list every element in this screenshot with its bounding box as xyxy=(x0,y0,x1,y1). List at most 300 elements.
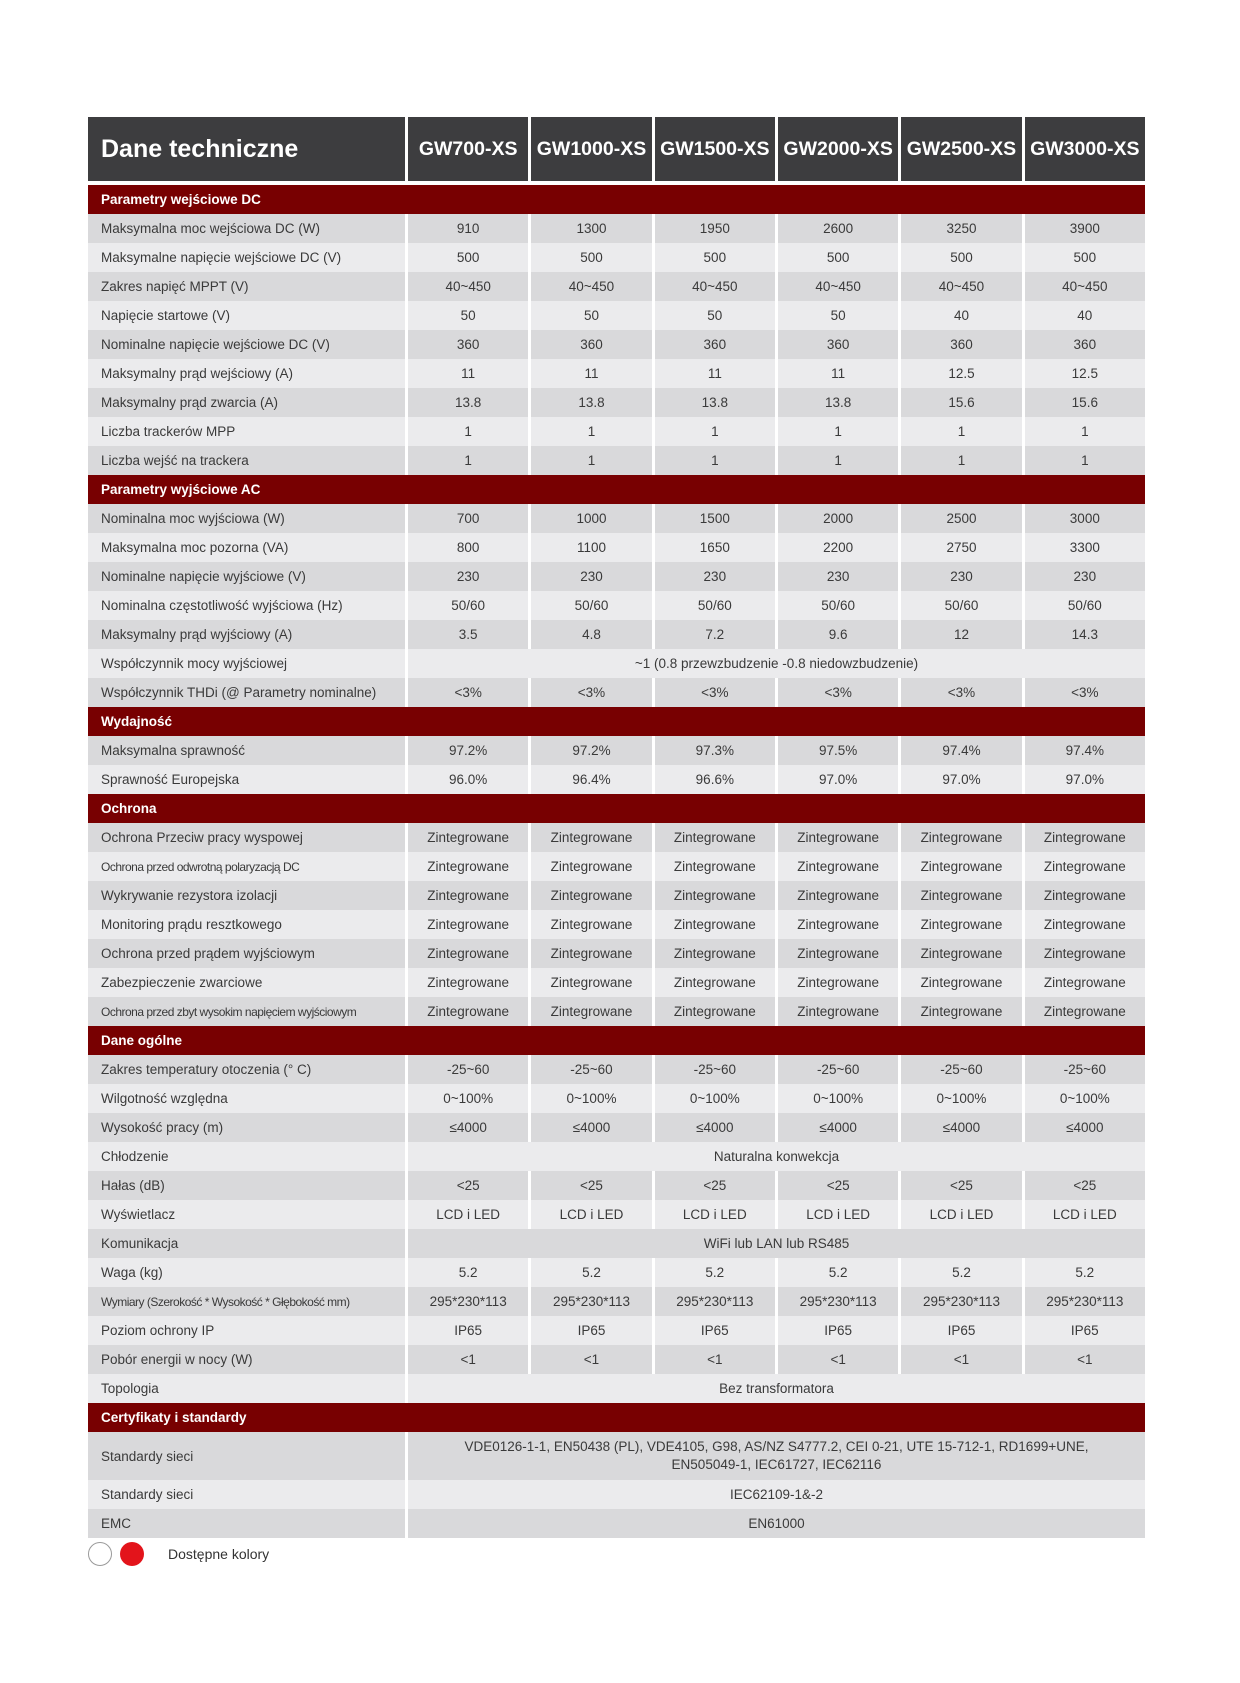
model-header: GW3000-XS xyxy=(1022,117,1145,181)
row-value: ≤4000 xyxy=(898,1113,1021,1142)
table-row xyxy=(88,736,1145,765)
row-value: 500 xyxy=(1022,243,1145,272)
row-value: 1 xyxy=(898,446,1021,475)
row-label: Maksymalna moc wejściowa DC (W) xyxy=(88,214,405,243)
row-value: Zintegrowane xyxy=(405,997,528,1026)
row-value: 11 xyxy=(528,359,651,388)
row-label: Topologia xyxy=(88,1374,405,1403)
row-value: Zintegrowane xyxy=(405,910,528,939)
row-value: Zintegrowane xyxy=(898,852,1021,881)
row-label: Pobór energii w nocy (W) xyxy=(88,1345,405,1374)
row-value: 5.2 xyxy=(405,1258,528,1287)
table-row xyxy=(88,214,1145,243)
row-value-merged: ~1 (0.8 przewzbudzenie -0.8 niedowzbudzenie) xyxy=(405,649,1145,678)
row-value: 50 xyxy=(652,301,775,330)
row-value: -25~60 xyxy=(528,1055,651,1084)
row-value: 1 xyxy=(775,446,898,475)
row-value: 230 xyxy=(652,562,775,591)
row-value: 40~450 xyxy=(405,272,528,301)
row-value: 0~100% xyxy=(1022,1084,1145,1113)
row-value: IP65 xyxy=(1022,1316,1145,1345)
row-value: 15.6 xyxy=(898,388,1021,417)
row-value: <1 xyxy=(1022,1345,1145,1374)
row-value: Zintegrowane xyxy=(528,910,651,939)
row-value: 50/60 xyxy=(898,591,1021,620)
table-row xyxy=(88,562,1145,591)
row-value: Zintegrowane xyxy=(528,881,651,910)
row-value: Zintegrowane xyxy=(898,823,1021,852)
row-value: 500 xyxy=(898,243,1021,272)
row-value: Zintegrowane xyxy=(528,997,651,1026)
row-value: 50/60 xyxy=(405,591,528,620)
row-value: LCD i LED xyxy=(652,1200,775,1229)
row-value: 1 xyxy=(1022,446,1145,475)
row-value: <25 xyxy=(1022,1171,1145,1200)
row-value: Zintegrowane xyxy=(405,823,528,852)
table-row xyxy=(88,1316,1145,1345)
row-value: 96.6% xyxy=(652,765,775,794)
header-row xyxy=(88,117,1145,181)
row-value: 13.8 xyxy=(528,388,651,417)
row-value: 230 xyxy=(528,562,651,591)
row-value: 360 xyxy=(652,330,775,359)
row-label: Nominalna moc wyjściowa (W) xyxy=(88,504,405,533)
model-header: GW700-XS xyxy=(405,117,528,181)
row-value: 295*230*113 xyxy=(1022,1287,1145,1316)
row-value: 50/60 xyxy=(1022,591,1145,620)
available-colors-label: Dostępne kolory xyxy=(168,1546,270,1562)
table-row xyxy=(88,301,1145,330)
row-value: 4.8 xyxy=(528,620,651,649)
table-row xyxy=(88,823,1145,852)
row-value: IP65 xyxy=(405,1316,528,1345)
row-value: 0~100% xyxy=(898,1084,1021,1113)
row-label: Zakres napięć MPPT (V) xyxy=(88,272,405,301)
row-label: Chłodzenie xyxy=(88,1142,405,1171)
table-row xyxy=(88,678,1145,707)
row-value: 3.5 xyxy=(405,620,528,649)
row-value: Zintegrowane xyxy=(1022,968,1145,997)
row-value: 3900 xyxy=(1022,214,1145,243)
row-value: 295*230*113 xyxy=(775,1287,898,1316)
row-value: 12.5 xyxy=(1022,359,1145,388)
row-label: Wysokość pracy (m) xyxy=(88,1113,405,1142)
table-row xyxy=(88,1509,1145,1538)
row-label: Waga (kg) xyxy=(88,1258,405,1287)
row-value: 1 xyxy=(405,417,528,446)
row-value: 97.2% xyxy=(405,736,528,765)
row-value: Zintegrowane xyxy=(528,968,651,997)
row-value: 96.4% xyxy=(528,765,651,794)
row-value: ≤4000 xyxy=(528,1113,651,1142)
row-value: <1 xyxy=(898,1345,1021,1374)
row-value: 97.5% xyxy=(775,736,898,765)
row-value: 1 xyxy=(1022,417,1145,446)
row-value: Zintegrowane xyxy=(898,910,1021,939)
row-value: 13.8 xyxy=(775,388,898,417)
row-value: <1 xyxy=(775,1345,898,1374)
row-value-merged: EN61000 xyxy=(405,1509,1145,1538)
row-value: <25 xyxy=(898,1171,1021,1200)
row-value: 5.2 xyxy=(898,1258,1021,1287)
row-value: <1 xyxy=(652,1345,775,1374)
row-label: Współczynnik THDi (@ Parametry nominalne) xyxy=(88,678,405,707)
row-value: 50 xyxy=(775,301,898,330)
row-label: Nominalna częstotliwość wyjściowa (Hz) xyxy=(88,591,405,620)
row-value: IP65 xyxy=(775,1316,898,1345)
row-label: Maksymalne napięcie wejściowe DC (V) xyxy=(88,243,405,272)
row-value: 1 xyxy=(775,417,898,446)
table-row xyxy=(88,1171,1145,1200)
row-value: 40~450 xyxy=(775,272,898,301)
row-value: Zintegrowane xyxy=(405,852,528,881)
table-row xyxy=(88,852,1145,881)
row-value: LCD i LED xyxy=(528,1200,651,1229)
row-value: 295*230*113 xyxy=(898,1287,1021,1316)
row-value: IP65 xyxy=(898,1316,1021,1345)
row-value: -25~60 xyxy=(405,1055,528,1084)
row-value: 14.3 xyxy=(1022,620,1145,649)
row-value: 0~100% xyxy=(775,1084,898,1113)
row-value: 230 xyxy=(405,562,528,591)
table-row xyxy=(88,1229,1145,1258)
row-label: Maksymalny prąd wejściowy (A) xyxy=(88,359,405,388)
row-value: Zintegrowane xyxy=(405,939,528,968)
row-value: 13.8 xyxy=(652,388,775,417)
row-value: 5.2 xyxy=(1022,1258,1145,1287)
table-row xyxy=(88,1055,1145,1084)
row-value: 500 xyxy=(528,243,651,272)
row-value: 0~100% xyxy=(528,1084,651,1113)
table-row xyxy=(88,1113,1145,1142)
row-value: 5.2 xyxy=(775,1258,898,1287)
row-value: 50 xyxy=(528,301,651,330)
row-value: Zintegrowane xyxy=(898,939,1021,968)
table-row xyxy=(88,1432,1145,1480)
table-row xyxy=(88,504,1145,533)
row-value: Zintegrowane xyxy=(528,823,651,852)
section-header xyxy=(88,1403,1145,1432)
row-label: Maksymalna moc pozorna (VA) xyxy=(88,533,405,562)
row-value: Zintegrowane xyxy=(652,823,775,852)
table-row xyxy=(88,649,1145,678)
row-value: Zintegrowane xyxy=(775,997,898,1026)
section-header xyxy=(88,707,1145,736)
row-value: Zintegrowane xyxy=(652,997,775,1026)
row-value: Zintegrowane xyxy=(652,968,775,997)
row-value: 1 xyxy=(528,446,651,475)
row-value: Zintegrowane xyxy=(775,881,898,910)
row-value: 9.6 xyxy=(775,620,898,649)
section-title: Parametry wyjściowe AC xyxy=(88,475,1145,504)
row-value: 11 xyxy=(652,359,775,388)
row-value: 0~100% xyxy=(405,1084,528,1113)
row-label: Zabezpieczenie zwarciowe xyxy=(88,968,405,997)
row-value: 12.5 xyxy=(898,359,1021,388)
row-value: <25 xyxy=(528,1171,651,1200)
table-row xyxy=(88,765,1145,794)
row-label: EMC xyxy=(88,1509,405,1538)
red-color-swatch xyxy=(120,1542,144,1566)
row-label: Ochrona przed prądem wyjściowym xyxy=(88,939,405,968)
table-row xyxy=(88,1287,1145,1316)
row-label: Ochrona Przeciw pracy wyspowej xyxy=(88,823,405,852)
row-label: Maksymalny prąd wyjściowy (A) xyxy=(88,620,405,649)
row-value: 2200 xyxy=(775,533,898,562)
model-header: GW2500-XS xyxy=(898,117,1021,181)
row-value: ≤4000 xyxy=(405,1113,528,1142)
row-value: Zintegrowane xyxy=(1022,881,1145,910)
row-value: 1100 xyxy=(528,533,651,562)
row-value: Zintegrowane xyxy=(1022,910,1145,939)
table-row xyxy=(88,388,1145,417)
row-value: 40~450 xyxy=(528,272,651,301)
row-value: 12 xyxy=(898,620,1021,649)
row-label: Liczba trackerów MPP xyxy=(88,417,405,446)
row-value: <25 xyxy=(652,1171,775,1200)
row-value: 295*230*113 xyxy=(405,1287,528,1316)
available-colors xyxy=(88,1540,269,1568)
row-value: ≤4000 xyxy=(775,1113,898,1142)
row-value: <3% xyxy=(898,678,1021,707)
row-label: Standardy sieci xyxy=(88,1432,405,1480)
table-row xyxy=(88,997,1145,1026)
row-label: Komunikacja xyxy=(88,1229,405,1258)
model-header: GW1000-XS xyxy=(528,117,651,181)
table-row xyxy=(88,272,1145,301)
table-row xyxy=(88,939,1145,968)
row-value: 50/60 xyxy=(775,591,898,620)
row-value: Zintegrowane xyxy=(898,997,1021,1026)
row-value: 96.0% xyxy=(405,765,528,794)
table-row xyxy=(88,968,1145,997)
row-label: Wilgotność względna xyxy=(88,1084,405,1113)
section-header xyxy=(88,475,1145,504)
model-header: GW1500-XS xyxy=(652,117,775,181)
spec-table xyxy=(88,117,1145,1538)
row-value: 0~100% xyxy=(652,1084,775,1113)
table-row xyxy=(88,359,1145,388)
row-value: 50/60 xyxy=(652,591,775,620)
row-value: 1 xyxy=(652,417,775,446)
row-value: Zintegrowane xyxy=(652,852,775,881)
row-value: -25~60 xyxy=(652,1055,775,1084)
row-value: 1650 xyxy=(652,533,775,562)
row-value: 500 xyxy=(405,243,528,272)
row-value: 1 xyxy=(528,417,651,446)
row-value: 1300 xyxy=(528,214,651,243)
row-value: Zintegrowane xyxy=(1022,939,1145,968)
row-value: Zintegrowane xyxy=(405,968,528,997)
section-header xyxy=(88,185,1145,214)
row-value: <3% xyxy=(652,678,775,707)
row-value: 3250 xyxy=(898,214,1021,243)
table-row xyxy=(88,1084,1145,1113)
row-value: Zintegrowane xyxy=(775,939,898,968)
row-value: LCD i LED xyxy=(405,1200,528,1229)
row-value: 1000 xyxy=(528,504,651,533)
row-value: 11 xyxy=(775,359,898,388)
row-value: Zintegrowane xyxy=(652,910,775,939)
row-value: 5.2 xyxy=(652,1258,775,1287)
table-row xyxy=(88,881,1145,910)
table-row xyxy=(88,1480,1145,1509)
row-value: 295*230*113 xyxy=(528,1287,651,1316)
row-value: 295*230*113 xyxy=(652,1287,775,1316)
row-value: Zintegrowane xyxy=(898,881,1021,910)
row-label: Nominalne napięcie wyjściowe (V) xyxy=(88,562,405,591)
row-value: LCD i LED xyxy=(898,1200,1021,1229)
row-value: 500 xyxy=(775,243,898,272)
row-value: Zintegrowane xyxy=(652,881,775,910)
row-value: 97.4% xyxy=(898,736,1021,765)
row-value: 700 xyxy=(405,504,528,533)
row-value: 1500 xyxy=(652,504,775,533)
row-value: IP65 xyxy=(528,1316,651,1345)
row-value: Zintegrowane xyxy=(528,852,651,881)
row-value-merged: VDE0126-1-1, EN50438 (PL), VDE4105, G98, AS/NZ S4777.2, CEI 0-21, UTE 15-712-1, RD1699+UNE, EN505049-1, IEC61727, IEC62116 xyxy=(405,1432,1145,1480)
table-row xyxy=(88,591,1145,620)
row-value: 40~450 xyxy=(1022,272,1145,301)
row-label: Maksymalny prąd zwarcia (A) xyxy=(88,388,405,417)
row-value: 5.2 xyxy=(528,1258,651,1287)
table-row xyxy=(88,1345,1145,1374)
row-label: Ochrona przed zbyt wysokim napięciem wyjściowym xyxy=(88,997,405,1026)
row-value: Zintegrowane xyxy=(1022,823,1145,852)
row-value: 97.4% xyxy=(1022,736,1145,765)
row-value: ≤4000 xyxy=(652,1113,775,1142)
row-value: 1 xyxy=(898,417,1021,446)
row-value: <3% xyxy=(528,678,651,707)
row-value: 2000 xyxy=(775,504,898,533)
row-value-merged: IEC62109-1&-2 xyxy=(405,1480,1145,1509)
row-label: Zakres temperatury otoczenia (° C) xyxy=(88,1055,405,1084)
table-row xyxy=(88,620,1145,649)
row-value: 2750 xyxy=(898,533,1021,562)
row-value: 1 xyxy=(652,446,775,475)
section-title: Ochrona xyxy=(88,794,1145,823)
table-row xyxy=(88,533,1145,562)
table-row xyxy=(88,417,1145,446)
row-value: 40~450 xyxy=(652,272,775,301)
row-label: Nominalne napięcie wejściowe DC (V) xyxy=(88,330,405,359)
row-label: Ochrona przed odwrotną polaryzacją DC xyxy=(88,852,405,881)
row-label: Maksymalna sprawność xyxy=(88,736,405,765)
row-label: Sprawność Europejska xyxy=(88,765,405,794)
table-row xyxy=(88,446,1145,475)
row-value: Zintegrowane xyxy=(528,939,651,968)
row-value: 800 xyxy=(405,533,528,562)
row-value: 230 xyxy=(775,562,898,591)
row-value: 360 xyxy=(775,330,898,359)
row-value: Zintegrowane xyxy=(775,852,898,881)
section-header xyxy=(88,794,1145,823)
row-value: 3000 xyxy=(1022,504,1145,533)
row-value: 230 xyxy=(898,562,1021,591)
table-title: Dane techniczne xyxy=(88,117,405,181)
row-value: 1950 xyxy=(652,214,775,243)
row-value: <25 xyxy=(405,1171,528,1200)
table-row xyxy=(88,330,1145,359)
row-value-merged: WiFi lub LAN lub RS485 xyxy=(405,1229,1145,1258)
row-value: <1 xyxy=(405,1345,528,1374)
row-value: Zintegrowane xyxy=(775,910,898,939)
row-value: 1 xyxy=(405,446,528,475)
row-value: Zintegrowane xyxy=(1022,997,1145,1026)
table-row xyxy=(88,1258,1145,1287)
row-value: 230 xyxy=(1022,562,1145,591)
row-value: 500 xyxy=(652,243,775,272)
row-value: 50 xyxy=(405,301,528,330)
row-value: 360 xyxy=(528,330,651,359)
section-header xyxy=(88,1026,1145,1055)
row-label: Poziom ochrony IP xyxy=(88,1316,405,1345)
row-value: <25 xyxy=(775,1171,898,1200)
row-label: Wykrywanie rezystora izolacji xyxy=(88,881,405,910)
row-value: IP65 xyxy=(652,1316,775,1345)
row-label: Standardy sieci xyxy=(88,1480,405,1509)
section-title: Certyfikaty i standardy xyxy=(88,1403,1145,1432)
row-value: 360 xyxy=(1022,330,1145,359)
row-label: Napięcie startowe (V) xyxy=(88,301,405,330)
row-label: Wyświetlacz xyxy=(88,1200,405,1229)
row-value: Zintegrowane xyxy=(898,968,1021,997)
spec-sheet xyxy=(88,117,1145,1538)
row-value: ≤4000 xyxy=(1022,1113,1145,1142)
row-value: 13.8 xyxy=(405,388,528,417)
table-row xyxy=(88,1200,1145,1229)
row-value: Zintegrowane xyxy=(1022,852,1145,881)
row-value: <1 xyxy=(528,1345,651,1374)
row-value: 97.3% xyxy=(652,736,775,765)
row-value: 360 xyxy=(898,330,1021,359)
row-label: Wymiary (Szerokość * Wysokość * Głębokość mm) xyxy=(88,1287,405,1316)
row-value: 97.0% xyxy=(775,765,898,794)
table-row xyxy=(88,910,1145,939)
row-value: LCD i LED xyxy=(1022,1200,1145,1229)
row-label: Liczba wejść na trackera xyxy=(88,446,405,475)
table-body xyxy=(88,185,1145,1538)
row-value-merged: Bez transformatora xyxy=(405,1374,1145,1403)
row-value: 97.2% xyxy=(528,736,651,765)
row-value-merged: Naturalna konwekcja xyxy=(405,1142,1145,1171)
row-value: 40~450 xyxy=(898,272,1021,301)
row-value: 360 xyxy=(405,330,528,359)
row-value: 97.0% xyxy=(898,765,1021,794)
row-label: Hałas (dB) xyxy=(88,1171,405,1200)
table-row xyxy=(88,1142,1145,1171)
section-title: Dane ogólne xyxy=(88,1026,1145,1055)
section-title: Parametry wejściowe DC xyxy=(88,185,1145,214)
row-value: 15.6 xyxy=(1022,388,1145,417)
row-value: Zintegrowane xyxy=(405,881,528,910)
model-header: GW2000-XS xyxy=(775,117,898,181)
table-row xyxy=(88,1374,1145,1403)
row-value: 40 xyxy=(898,301,1021,330)
row-value: 2500 xyxy=(898,504,1021,533)
row-value: Zintegrowane xyxy=(652,939,775,968)
row-value: 40 xyxy=(1022,301,1145,330)
row-label: Współczynnik mocy wyjściowej xyxy=(88,649,405,678)
row-value: -25~60 xyxy=(1022,1055,1145,1084)
row-value: 7.2 xyxy=(652,620,775,649)
table-row xyxy=(88,243,1145,272)
row-value: -25~60 xyxy=(775,1055,898,1084)
row-label: Monitoring prądu resztkowego xyxy=(88,910,405,939)
row-value: 2600 xyxy=(775,214,898,243)
row-value: <3% xyxy=(405,678,528,707)
section-title: Wydajność xyxy=(88,707,1145,736)
